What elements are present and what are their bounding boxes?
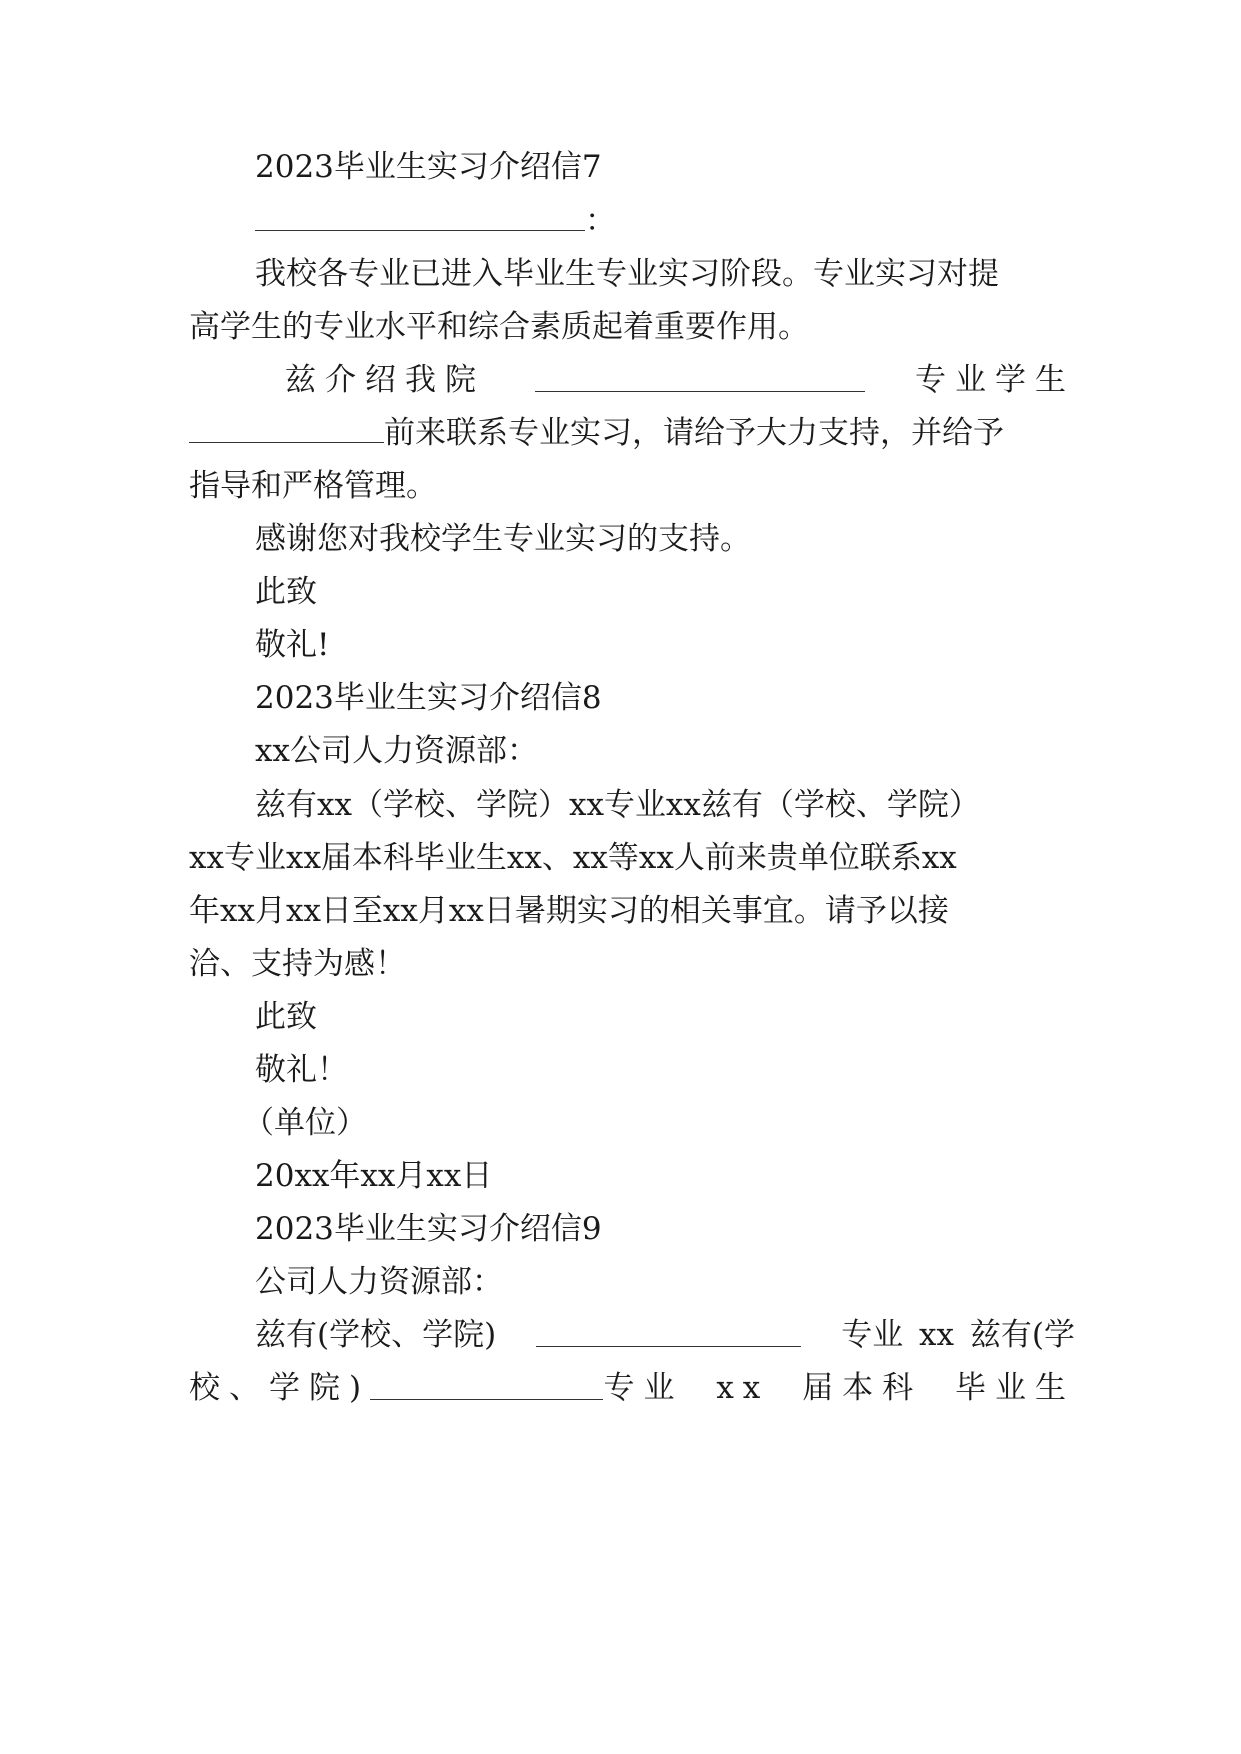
letter9-line1 <box>255 1306 1075 1364</box>
letter9-line1-b: 专业 xx 兹有(学 <box>841 1317 1075 1353</box>
letter8-salutation: xx公司人力资源部： <box>255 733 538 769</box>
letter7-closing2: 敬礼! <box>255 627 330 663</box>
letter9-line2-b: 专业 xx 届本科 毕业生 <box>603 1370 1075 1406</box>
letter8-unit: （单位） <box>243 1105 367 1141</box>
letter7-p2-line2-tail: 前来联系专业实习，请给予大力支持，并给予 <box>384 415 1004 451</box>
letter9-line2 <box>189 1359 1075 1417</box>
school-blank <box>536 1324 801 1347</box>
letter7-p2-seg2: 专业学生 <box>915 362 1075 398</box>
salutation-colon: ： <box>585 203 616 239</box>
letter9-line1-a: 兹有(学校、学院) <box>255 1317 497 1353</box>
letter7-title: 2023毕业生实习介绍信7 <box>255 149 602 185</box>
student-blank <box>189 420 384 443</box>
letter7-p1-line2: 高学生的专业水平和综合素质起着重要作用。 <box>189 309 809 345</box>
letter8-p1-line2: xx专业xx届本科毕业生xx、xx等xx人前来贵单位联系xx <box>189 840 957 876</box>
letter9-line2-a: 校、学院) <box>189 1370 371 1406</box>
letter8-closing1: 此致 <box>255 999 317 1035</box>
school-blank-2 <box>370 1377 603 1400</box>
letter7-p1-line1: 我校各专业已进入毕业生专业实习阶段。专业实习对提 <box>255 256 999 292</box>
letter8-p1-line4: 洽、支持为感！ <box>189 946 406 982</box>
letter8-p1-line3: 年xx月xx日至xx月xx日暑期实习的相关事宜。请予以接 <box>189 893 949 929</box>
letter7-salutation <box>255 192 1075 250</box>
major-blank <box>535 369 865 392</box>
recipient-blank <box>255 208 585 231</box>
letter8-closing2: 敬礼！ <box>255 1052 348 1088</box>
letter7-closing1: 此致 <box>255 574 317 610</box>
letter9-title: 2023毕业生实习介绍信9 <box>255 1211 602 1247</box>
letter9-salutation: 公司人力资源部： <box>255 1264 503 1300</box>
letter7-p2-line2 <box>189 404 1075 462</box>
letter7-p3: 感谢您对我校学生专业实习的支持。 <box>255 521 751 557</box>
letter8-p1-line1: 兹有xx（学校、学院）xx专业xx兹有（学校、学院） <box>255 787 980 823</box>
letter7-p2-line3: 指导和严格管理。 <box>189 468 437 504</box>
letter8-date: 20xx年xx月xx日 <box>255 1158 493 1194</box>
letter7-p2-seg1: 兹介绍我院 <box>285 362 485 398</box>
letter7-p2-line1 <box>285 351 1075 409</box>
letter8-title: 2023毕业生实习介绍信8 <box>255 680 602 716</box>
